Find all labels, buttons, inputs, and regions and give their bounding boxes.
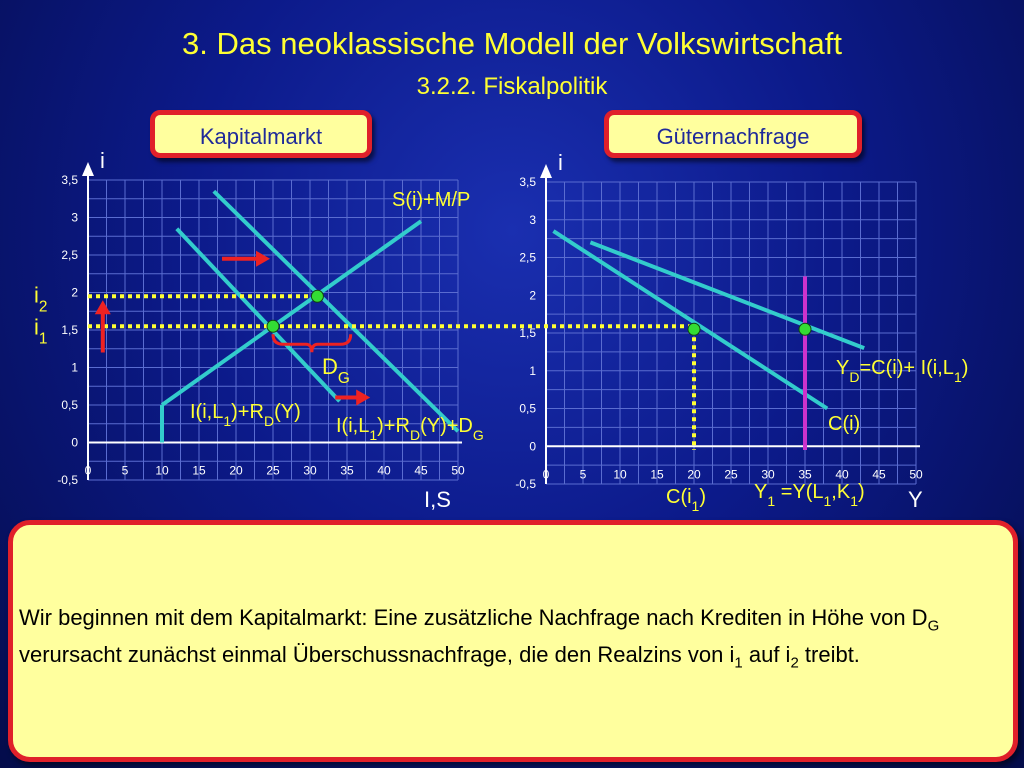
x-tick-label: 0 [542,467,550,482]
label-subscript: 1 [953,369,962,385]
equilibrium-point [267,320,279,332]
dg-brace [273,334,351,352]
dg-label [322,354,350,387]
y-axis-label: i [558,150,563,175]
x-tick-label: 50 [451,463,465,478]
label-subscript: 1 [767,493,776,509]
x-tick-label: 30 [303,463,317,478]
explanation-text [19,603,1009,678]
x-tick-label: 20 [229,463,243,478]
label-subscript: D [409,427,421,443]
y-tick-label: 1,5 [519,326,536,340]
x-tick-label: 45 [414,463,428,478]
kapitalmarkt-label: Kapitalmarkt [150,110,372,158]
y-tick-label: 3,5 [61,173,78,187]
x-tick-label: 40 [377,463,391,478]
x-tick-label: 25 [266,463,280,478]
y-tick-label: 3 [529,212,536,227]
interest-up-arrow-head [95,300,111,314]
y-tick-label: -0,5 [515,477,536,491]
y-axis-arrow-icon [82,162,94,176]
label-run: ) [699,486,707,508]
y-tick-label: 1,5 [61,323,78,337]
i2-label [34,282,47,315]
x-tick-label: 25 [724,467,738,482]
label-run: )+R [377,415,410,437]
label-run: (Y)+D [420,415,473,437]
label-subscript: D [849,369,860,385]
label-run: I(i,L [190,401,224,423]
s-curve-label: S(i)+M/P [392,189,471,211]
y-tick-label: 1 [529,363,536,378]
label-subscript: 1 [850,493,858,509]
shift-arrow-bottom-head [356,390,370,406]
label-run: C(i [666,486,692,508]
equilibrium-point [688,323,700,335]
label-subscript: 2 [38,297,48,315]
x-tick-label: 40 [835,467,849,482]
investment-curve-label [190,401,301,429]
y1-label [754,481,865,509]
label-subscript: 1 [223,413,232,429]
equilibrium-point [311,290,323,302]
x-tick-label: 35 [340,463,354,478]
x-tick-label: 5 [579,467,587,482]
page-title: 3. Das neoklassische Modell der Volkswirtschaft [182,26,842,61]
label-subscript: G [472,427,484,443]
x-tick-label: 5 [121,463,129,478]
text-run: Wir beginnen mit dem Kapitalmarkt: Eine zusätzliche Nachfrage nach Krediten in Höhe von D [19,605,928,630]
text-subscript: 2 [790,654,799,672]
x-tick-label: 20 [687,467,701,482]
label-run: I(i,L [336,415,370,437]
i1-label [34,314,47,347]
shift-arrow-top-head [256,251,270,267]
label-run: i [34,282,39,308]
y-tick-label: 2,5 [61,248,78,262]
gueternachfrage-label: Güternachfrage [604,110,862,158]
label-run: (Y) [274,401,301,423]
label-subscript: 1 [38,329,48,347]
y-tick-label: 3 [71,210,78,225]
equilibrium-point [799,323,811,335]
x-tick-label: 45 [872,467,886,482]
label-subscript: 1 [369,427,378,443]
label-run: D [322,354,338,379]
label-run: ) [961,357,969,379]
x-tick-label: 30 [761,467,775,482]
y-axis-label: i [100,148,105,173]
investment-dg-curve-label [336,415,484,443]
label-run: =C(i)+ I(i,L [859,357,954,379]
label-subscript: 1 [823,493,832,509]
y-tick-label: 2,5 [519,250,536,265]
label-subscript: 1 [691,498,700,514]
y-tick-label: 0,5 [519,401,536,416]
label-subscript: D [263,413,275,429]
label-run: Y [754,481,768,503]
x-tick-label: 35 [798,467,812,482]
text-run: auf i [742,642,791,668]
text-run: treibt. [798,642,860,668]
explanation-panel [8,520,1018,762]
y-tick-label: 0 [529,439,536,454]
label-run: =Y(L [775,481,824,503]
x-axis-label: Y [908,487,923,512]
y-tick-label: 3,5 [519,175,536,189]
page-subtitle: 3.2.2. Fiskalpolitik [416,73,608,100]
y-tick-label: 2 [71,285,78,300]
x-tick-label: 10 [613,467,627,482]
text-subscript: 1 [734,654,743,672]
label-run: )+R [231,401,264,423]
y-tick-label: 0 [71,435,78,450]
x-tick-label: 0 [84,463,92,478]
y-tick-label: 2 [529,288,536,303]
label-run: ,K [831,481,851,503]
ci1-label [666,486,706,514]
label-subscript: G [337,369,350,387]
label-run: ) [858,481,865,503]
x-tick-label: 50 [909,467,923,482]
label-run: i [34,314,39,340]
x-tick-label: 15 [192,463,206,478]
y-tick-label: 1 [71,360,78,375]
ci-curve-label: C(i) [828,413,861,435]
y-axis-arrow-icon [540,164,552,178]
x-axis-label: I,S [424,487,451,512]
text-run: verursacht zunächst einmal Überschussnachfrage, die den Realzins von i [19,642,735,668]
x-tick-label: 15 [650,467,664,482]
x-tick-label: 10 [155,463,169,478]
text-subscript: G [927,617,940,635]
label-run: Y [836,357,850,379]
y-tick-label: 0,5 [61,398,78,412]
yd-curve-label [836,357,968,385]
y-tick-label: -0,5 [57,473,78,487]
